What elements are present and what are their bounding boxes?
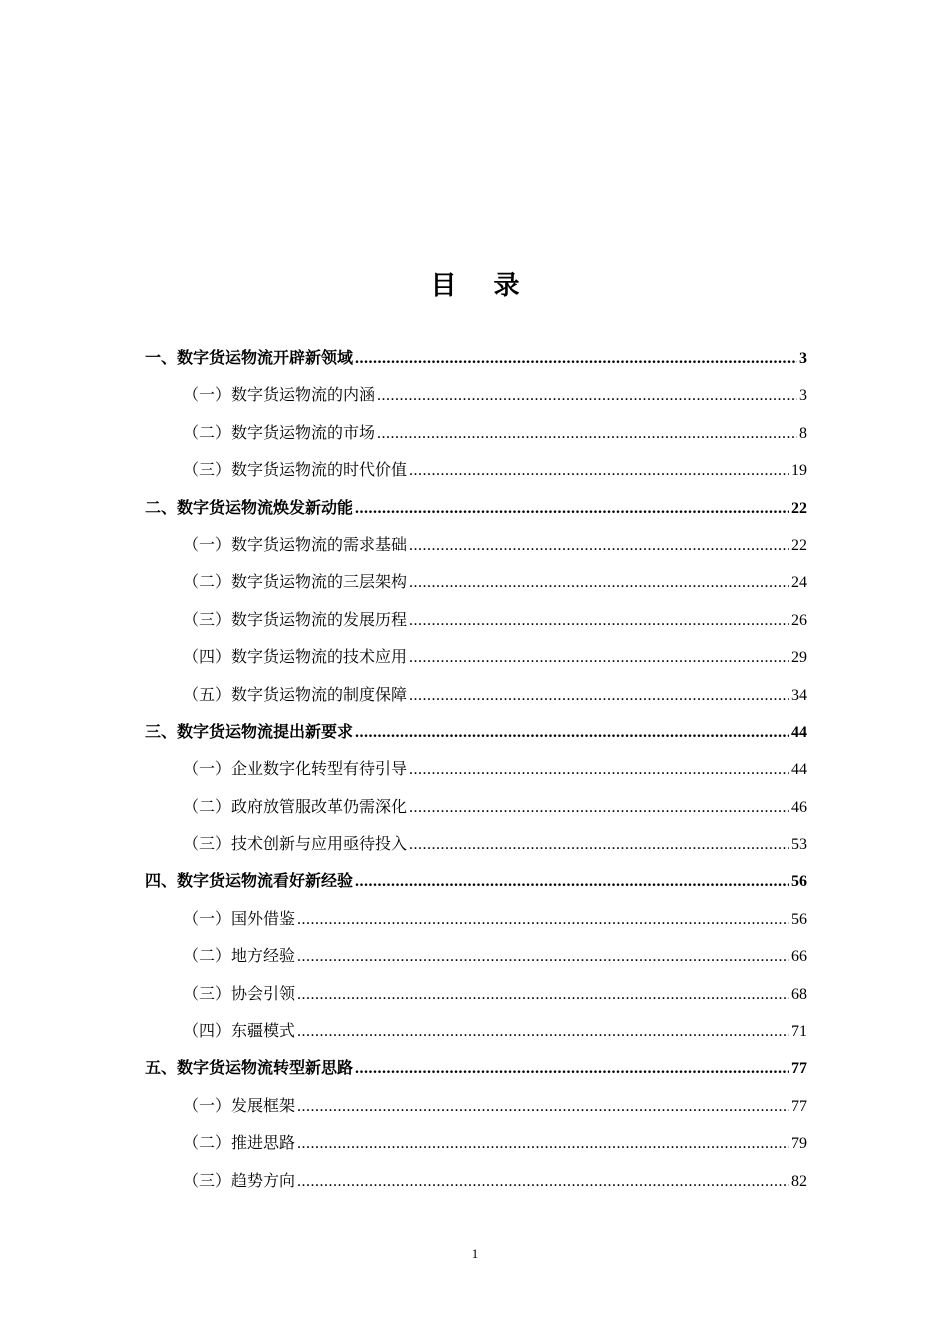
toc-section-entry[interactable]	[145, 1087, 807, 1124]
toc-entry-label: （二）推进思路	[183, 1133, 296, 1153]
toc-entry-page: 68	[791, 985, 807, 1003]
toc-entry-page: 22	[791, 499, 807, 517]
toc-dot-leader	[355, 1050, 789, 1087]
toc-dot-leader	[409, 639, 789, 676]
toc-entry-page: 24	[791, 574, 807, 592]
toc-section-entry[interactable]	[145, 601, 807, 638]
toc-dot-leader	[409, 564, 789, 601]
toc-entry-label: 四、数字货运物流看好新经验	[145, 871, 354, 891]
toc-entry-page: 34	[791, 686, 807, 704]
toc-entry-page: 22	[791, 536, 807, 554]
toc-entry-label: （一）发展框架	[183, 1095, 296, 1115]
toc-section-entry[interactable]	[145, 638, 807, 675]
toc-dot-leader	[355, 340, 797, 377]
toc-dot-leader	[409, 751, 789, 788]
toc-entry-page: 3	[799, 387, 807, 405]
toc-entry-label: （一）企业数字化转型有待引导	[183, 759, 408, 779]
toc-chapter-entry[interactable]	[145, 1049, 807, 1086]
toc-dot-leader	[355, 714, 789, 751]
toc-entry-label: （三）趋势方向	[183, 1170, 296, 1190]
toc-entry-page: 79	[791, 1135, 807, 1153]
toc-section-entry[interactable]	[145, 975, 807, 1012]
toc-entry-label: （一）国外借鉴	[183, 908, 296, 928]
toc-entry-label: （三）数字货运物流的时代价值	[183, 460, 408, 480]
toc-entry-label: 三、数字货运物流提出新要求	[145, 721, 354, 741]
toc-section-entry[interactable]	[145, 414, 807, 451]
toc-entry-label: （五）数字货运物流的制度保障	[183, 684, 408, 704]
toc-entry-page: 44	[791, 723, 807, 741]
toc-dot-leader	[409, 527, 789, 564]
toc-section-entry[interactable]	[145, 1124, 807, 1161]
toc-entry-page: 19	[791, 462, 807, 480]
toc-entry-page: 26	[791, 611, 807, 629]
toc-section-entry[interactable]	[145, 750, 807, 787]
toc-entry-label: （一）数字货运物流的需求基础	[183, 534, 408, 554]
toc-section-entry[interactable]	[145, 1012, 807, 1049]
toc-entry-page: 44	[791, 761, 807, 779]
toc-section-entry[interactable]	[145, 937, 807, 974]
toc-entry-page: 71	[791, 1023, 807, 1041]
toc-dot-leader	[409, 452, 789, 489]
toc-entry-label: 二、数字货运物流焕发新动能	[145, 497, 354, 517]
toc-chapter-entry[interactable]	[145, 862, 807, 899]
toc-entry-page: 66	[791, 948, 807, 966]
toc-entry-label: （二）地方经验	[183, 946, 296, 966]
toc-entry-label: （一）数字货运物流的内涵	[183, 385, 376, 405]
toc-section-entry[interactable]	[145, 451, 807, 488]
toc-dot-leader	[409, 677, 789, 714]
toc-entry-label: （二）政府放管服改革仍需深化	[183, 796, 408, 816]
toc-dot-leader	[297, 1125, 789, 1162]
toc-section-entry[interactable]	[145, 676, 807, 713]
toc-chapter-entry[interactable]	[145, 713, 807, 750]
toc-entry-label: （三）技术创新与应用亟待投入	[183, 834, 408, 854]
toc-dot-leader	[377, 377, 797, 414]
toc-entry-page: 77	[791, 1097, 807, 1115]
toc-chapter-entry[interactable]	[145, 339, 807, 376]
toc-section-entry[interactable]	[145, 526, 807, 563]
table-of-contents	[145, 339, 807, 1199]
toc-chapter-entry[interactable]	[145, 489, 807, 526]
toc-entry-page: 82	[791, 1172, 807, 1190]
toc-dot-leader	[355, 863, 789, 900]
toc-dot-leader	[297, 938, 789, 975]
toc-entry-page: 46	[791, 798, 807, 816]
toc-dot-leader	[297, 1013, 789, 1050]
toc-dot-leader	[409, 826, 789, 863]
toc-entry-label: （四）数字货运物流的技术应用	[183, 647, 408, 667]
toc-dot-leader	[297, 1088, 789, 1125]
toc-entry-page: 8	[799, 424, 807, 442]
toc-dot-leader	[297, 901, 789, 938]
toc-dot-leader	[297, 976, 789, 1013]
toc-dot-leader	[377, 415, 797, 452]
toc-entry-label: （三）数字货运物流的发展历程	[183, 609, 408, 629]
toc-entry-page: 53	[791, 836, 807, 854]
toc-entry-label: 五、数字货运物流转型新思路	[145, 1058, 354, 1078]
toc-entry-label: （三）协会引领	[183, 983, 296, 1003]
toc-entry-label: 一、数字货运物流开辟新领域	[145, 348, 354, 367]
toc-entry-label: （二）数字货运物流的三层架构	[183, 572, 408, 592]
toc-dot-leader	[409, 602, 789, 639]
toc-section-entry[interactable]	[145, 376, 807, 413]
toc-entry-page: 3	[799, 350, 807, 367]
page-number: 1	[471, 1246, 479, 1261]
page-title: 目 录	[430, 271, 534, 301]
toc-section-entry[interactable]	[145, 900, 807, 937]
toc-entry-page: 56	[791, 910, 807, 928]
toc-entry-label: （四）东疆模式	[183, 1021, 296, 1041]
toc-dot-leader	[409, 789, 789, 826]
toc-entry-label: （二）数字货运物流的市场	[183, 422, 376, 442]
toc-entry-page: 77	[791, 1060, 807, 1078]
toc-section-entry[interactable]	[145, 563, 807, 600]
toc-section-entry[interactable]	[145, 788, 807, 825]
toc-dot-leader	[355, 490, 789, 527]
toc-section-entry[interactable]	[145, 1162, 807, 1199]
toc-section-entry[interactable]	[145, 825, 807, 862]
toc-entry-page: 56	[791, 873, 807, 891]
toc-dot-leader	[297, 1163, 789, 1200]
toc-entry-page: 29	[791, 649, 807, 667]
